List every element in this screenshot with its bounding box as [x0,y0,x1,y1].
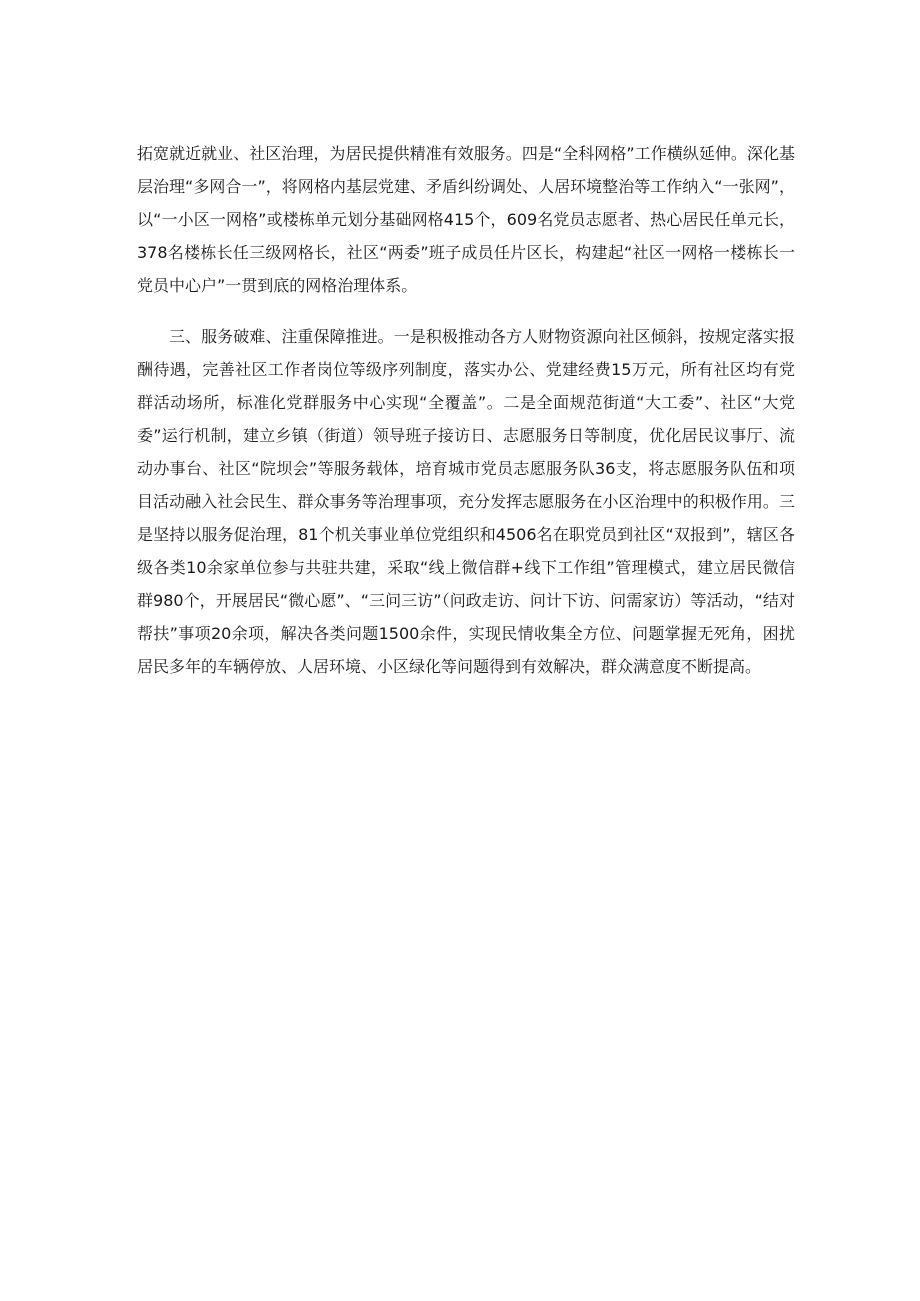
document-body [137,137,795,683]
paragraph-grid-governance: 拓宽就近就业、社区治理，为居民提供精准有效服务。四是“全科网格”工作横纵延伸。深化基层治理“多网合一”，将网格内基层党建、矛盾纠纷调处、人居环境整治等工作纳入“一张网”，以“一小区一网格”或楼栋单元划分基础网格415个，609名党员志愿者、热心居民任单元长，378名楼栋长任三级网格长，社区“两委”班子成员任片区长，构建起“社区一网格一楼栋长一党员中心户”一贯到底的网格治理体系。 [137,144,795,295]
paragraph-service-guarantee: 三、服务破难、注重保障推进。一是积极推动各方人财物资源向社区倾斜，按规定落实报酬待遇，完善社区工作者岗位等级序列制度，落实办公、党建经费15万元，所有社区均有党群活动场所，标准化党群服务中心实现“全覆盖”。二是全面规范街道“大工委”、社区“大党委”运行机制，建立乡镇（街道）领导班子接访日、志愿服务日等制度，优化居民议事厅、流动办事台、社区“院坝会”等服务载体，培育城市党员志愿服务队36支，将志愿服务队伍和项目活动融入社会民生、群众事务等治理事项，充分发挥志愿服务在小区治理中的积极作用。三是坚持以服务促治理，81个机关事业单位党组织和4506名在职党员到社区“双报到”，辖区各级各类10余家单位参与共驻共建，采取“线上微信群+线下工作组”管理模式，建立居民微信群980个，开展居民“微心愿”、“三问三访”（问政走访、问计下访、问需家访）等活动，“结对帮扶”事项20余项，解决各类问题1500余件，实现民情收集全方位、问题掌握无死角，困扰居民多年的车辆停放、人居环境、小区绿化等问题得到有效解决，群众满意度不断提高。 [137,327,795,676]
